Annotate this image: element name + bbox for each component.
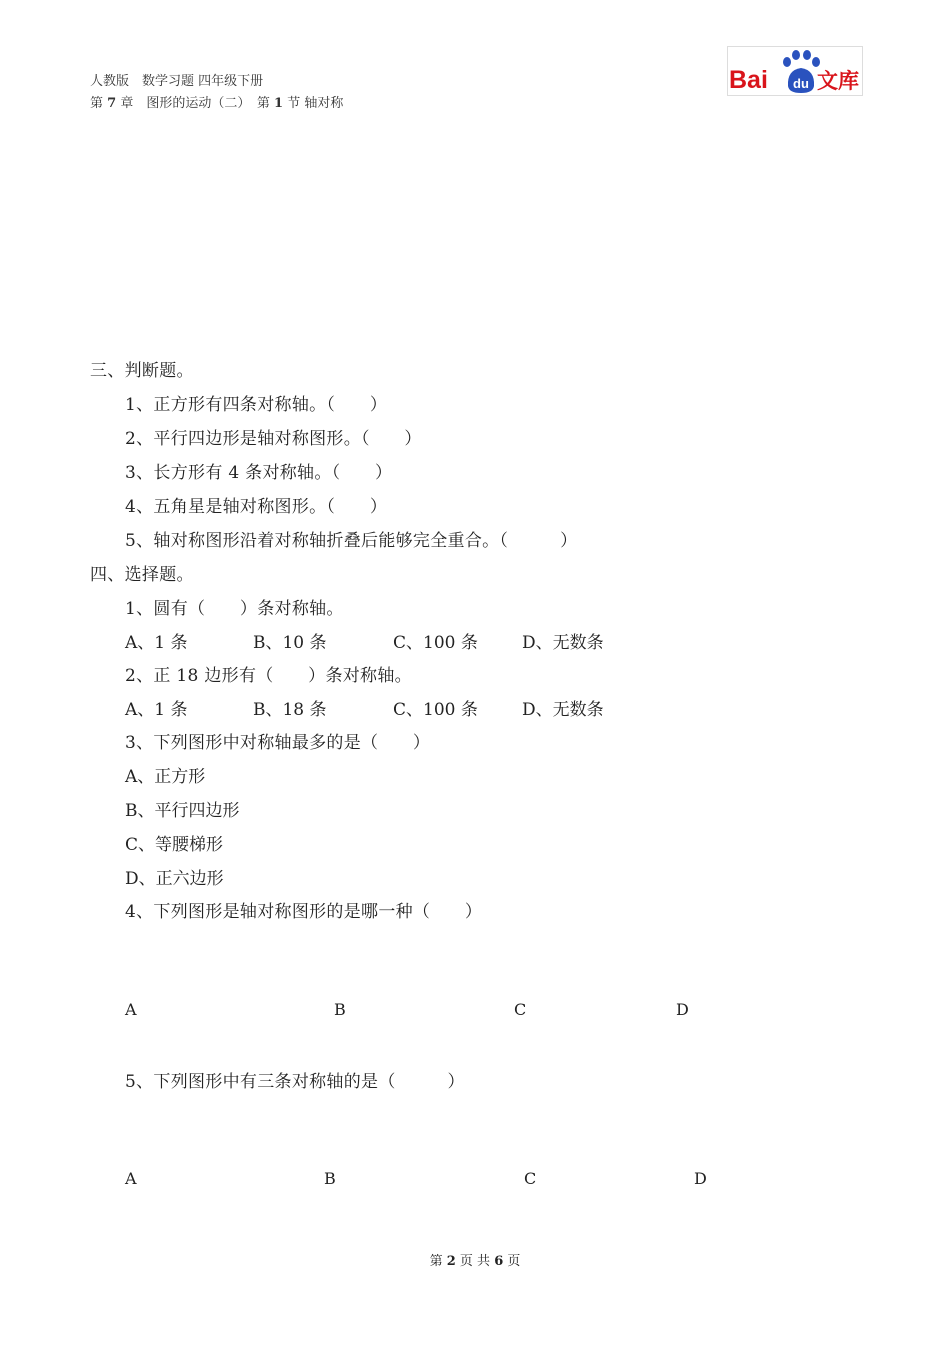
q1-option-a: A、1 条 bbox=[125, 633, 188, 653]
q4-figure-label-d: D bbox=[676, 1000, 689, 1019]
header-book-label: 人教版 数学习题 四年级下册 bbox=[90, 74, 264, 89]
logo-du-text: du bbox=[793, 76, 809, 91]
footer-middle: 页 共 bbox=[459, 1254, 491, 1269]
q1-option-c: C、100 条 bbox=[393, 633, 478, 653]
footer-total-pages: 6 bbox=[494, 1254, 504, 1269]
q5-figure-label-c: C bbox=[524, 1169, 537, 1188]
q3-option-b: B、平行四边形 bbox=[125, 801, 240, 821]
q3-option-d: D、正六边形 bbox=[125, 869, 224, 889]
baidu-wenku-logo bbox=[727, 46, 863, 96]
q1-option-b: B、10 条 bbox=[253, 633, 327, 653]
footer-suffix: 页 bbox=[507, 1254, 521, 1269]
header-line-1 bbox=[90, 70, 263, 89]
q4-figure-label-c: C bbox=[514, 1000, 527, 1019]
chapter-number: 7 bbox=[107, 96, 117, 111]
judge-item-1: 1、正方形有四条对称轴。（ ） bbox=[125, 395, 388, 415]
q2-option-c: C、100 条 bbox=[393, 700, 478, 720]
question-1: 1、圆有（ ）条对称轴。 bbox=[125, 599, 344, 619]
q2-option-b: B、18 条 bbox=[253, 700, 327, 720]
q4-figure-label-b: B bbox=[334, 1000, 346, 1019]
judge-section-title: 三、判断题。 bbox=[90, 361, 194, 381]
q2-option-d: D、无数条 bbox=[522, 700, 604, 720]
judge-item-5: 5、轴对称图形沿着对称轴折叠后能够完全重合。（ ） bbox=[125, 531, 578, 551]
question-3: 3、下列图形中对称轴最多的是（ ） bbox=[125, 733, 431, 753]
q1-option-d: D、无数条 bbox=[522, 633, 604, 653]
logo-bai-text: Bai bbox=[729, 66, 768, 94]
chapter-prefix: 第 bbox=[90, 96, 104, 111]
q3-option-c: C、等腰梯形 bbox=[125, 835, 224, 855]
footer-page-number: 2 bbox=[446, 1254, 456, 1269]
choice-section-title: 四、选择题。 bbox=[90, 565, 194, 585]
page-footer bbox=[0, 1250, 950, 1269]
judge-item-3: 3、长方形有 4 条对称轴。（ ） bbox=[125, 463, 393, 483]
footer-prefix: 第 bbox=[429, 1254, 443, 1269]
question-4: 4、下列图形是轴对称图形的是哪一种（ ） bbox=[125, 902, 483, 922]
baidu-paw-logo-graphic bbox=[727, 46, 863, 96]
judge-item-4: 4、五角星是轴对称图形。（ ） bbox=[125, 497, 388, 517]
question-2: 2、正 18 边形有（ ）条对称轴。 bbox=[125, 666, 412, 686]
header-line-2 bbox=[90, 92, 343, 111]
q4-figure-label-a: A bbox=[125, 1000, 137, 1019]
section-number: 1 bbox=[274, 96, 284, 111]
q3-option-a: A、正方形 bbox=[125, 767, 206, 787]
q5-figure-label-a: A bbox=[125, 1169, 137, 1188]
logo-wenku-text: 文库 bbox=[817, 69, 859, 93]
q2-option-a: A、1 条 bbox=[125, 700, 188, 720]
chapter-title: 章 图形的运动（二） 第 bbox=[120, 96, 270, 111]
question-5: 5、下列图形中有三条对称轴的是（ ） bbox=[125, 1072, 465, 1092]
section-title: 节 轴对称 bbox=[287, 96, 344, 111]
judge-item-2: 2、平行四边形是轴对称图形。（ ） bbox=[125, 429, 422, 449]
q5-figure-label-b: B bbox=[324, 1169, 336, 1188]
q5-figure-label-d: D bbox=[694, 1169, 707, 1188]
